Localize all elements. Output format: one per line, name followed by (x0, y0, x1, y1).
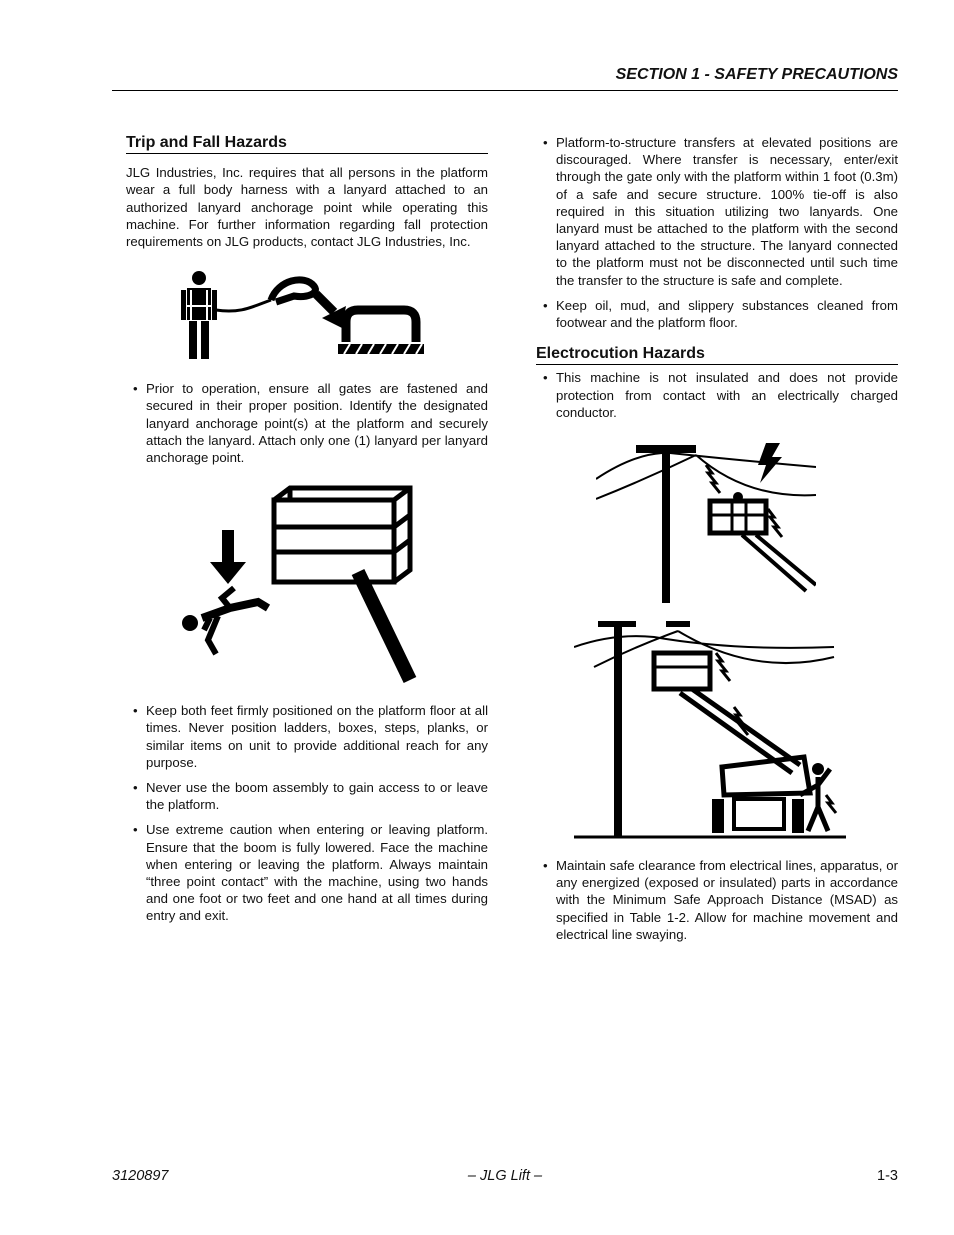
list-item: • Keep oil, mud, and slippery substances cleaned from footwear and the platform floor. (536, 297, 898, 331)
electrocution-heading: Electrocution Hazards (536, 345, 898, 365)
harness-intro: JLG Industries, Inc. requires that all persons in the platform wear a full body harness with a lanyard attached to an authorized lanyard anchorage point while operating this machine. For further information regarding fall protection requirements on JLG products, contact JLG Industries, Inc. (126, 165, 488, 250)
prior-operation-list (126, 380, 488, 466)
left-column (126, 134, 488, 933)
document-number: 3120897 (112, 1168, 169, 1184)
list-item: • This machine is not insulated and does not provide protection from contact with an electrically charged conductor. (536, 369, 898, 421)
list-item: • Maintain safe clearance from electrical lines, apparatus, or any energized (exposed or insulated) parts in accordance with the Minimum Safe Approach Distance (MSAD) as specified in Table 1-2. Allow for machine movement and electrical line swaying. (536, 857, 898, 943)
page-number: 1-3 (877, 1168, 898, 1184)
list-item: • Never use the boom assembly to gain access to or leave the platform. (126, 779, 488, 813)
boom-contact-powerline-illustration (574, 617, 846, 839)
insulation-list (536, 369, 898, 421)
page-header (112, 64, 898, 91)
list-item: • Prior to operation, ensure all gates are fastened and secured in their proper position. Identify the designated lanyard anchorage point(s) at the platform and securely attach the lanyard. Attach only one (1) lanyard per lanyard anchorage point. (126, 380, 488, 466)
section-title: SECTION 1 - SAFETY PRECAUTIONS (615, 66, 898, 83)
footer-title: – JLG Lift – (467, 1168, 543, 1184)
trip-fall-heading: Trip and Fall Hazards (126, 134, 488, 154)
fall-from-platform-illustration (170, 480, 436, 688)
list-item: • Keep both feet firmly positioned on the platform floor at all times. Never position ladders, boxes, steps, planks, or similar items on unit to provide additional reach for any purpose. (126, 702, 488, 771)
list-item: • Platform-to-structure transfers at elevated positions are discouraged. Where transfer is necessary, enter/exit through the gate only with the platform within 1 foot (0.3m) of a safe and secure structure. 100% tie-off is also required in this situation utilizing two lanyards. One lanyard must be attached to the platform with the second lanyard attached to the structure. The lanyard connected to the platform must not be disconnected until such time the transfer to the structure is safe and complete. (536, 134, 898, 289)
platform-near-powerline-illustration (596, 439, 816, 605)
clearance-list (536, 857, 898, 943)
feet-boom-list (126, 702, 488, 924)
transfer-list (536, 134, 898, 331)
harness-lanyard-illustration (176, 266, 426, 366)
right-column (536, 134, 898, 951)
list-item: • Use extreme caution when entering or leaving platform. Ensure that the boom is fully lowered. Face the machine when entering or leaving the platform. Always maintain “three point contact” with the machine, using two hands and one foot or two feet and one hand at all times during entry and exit. (126, 821, 488, 924)
